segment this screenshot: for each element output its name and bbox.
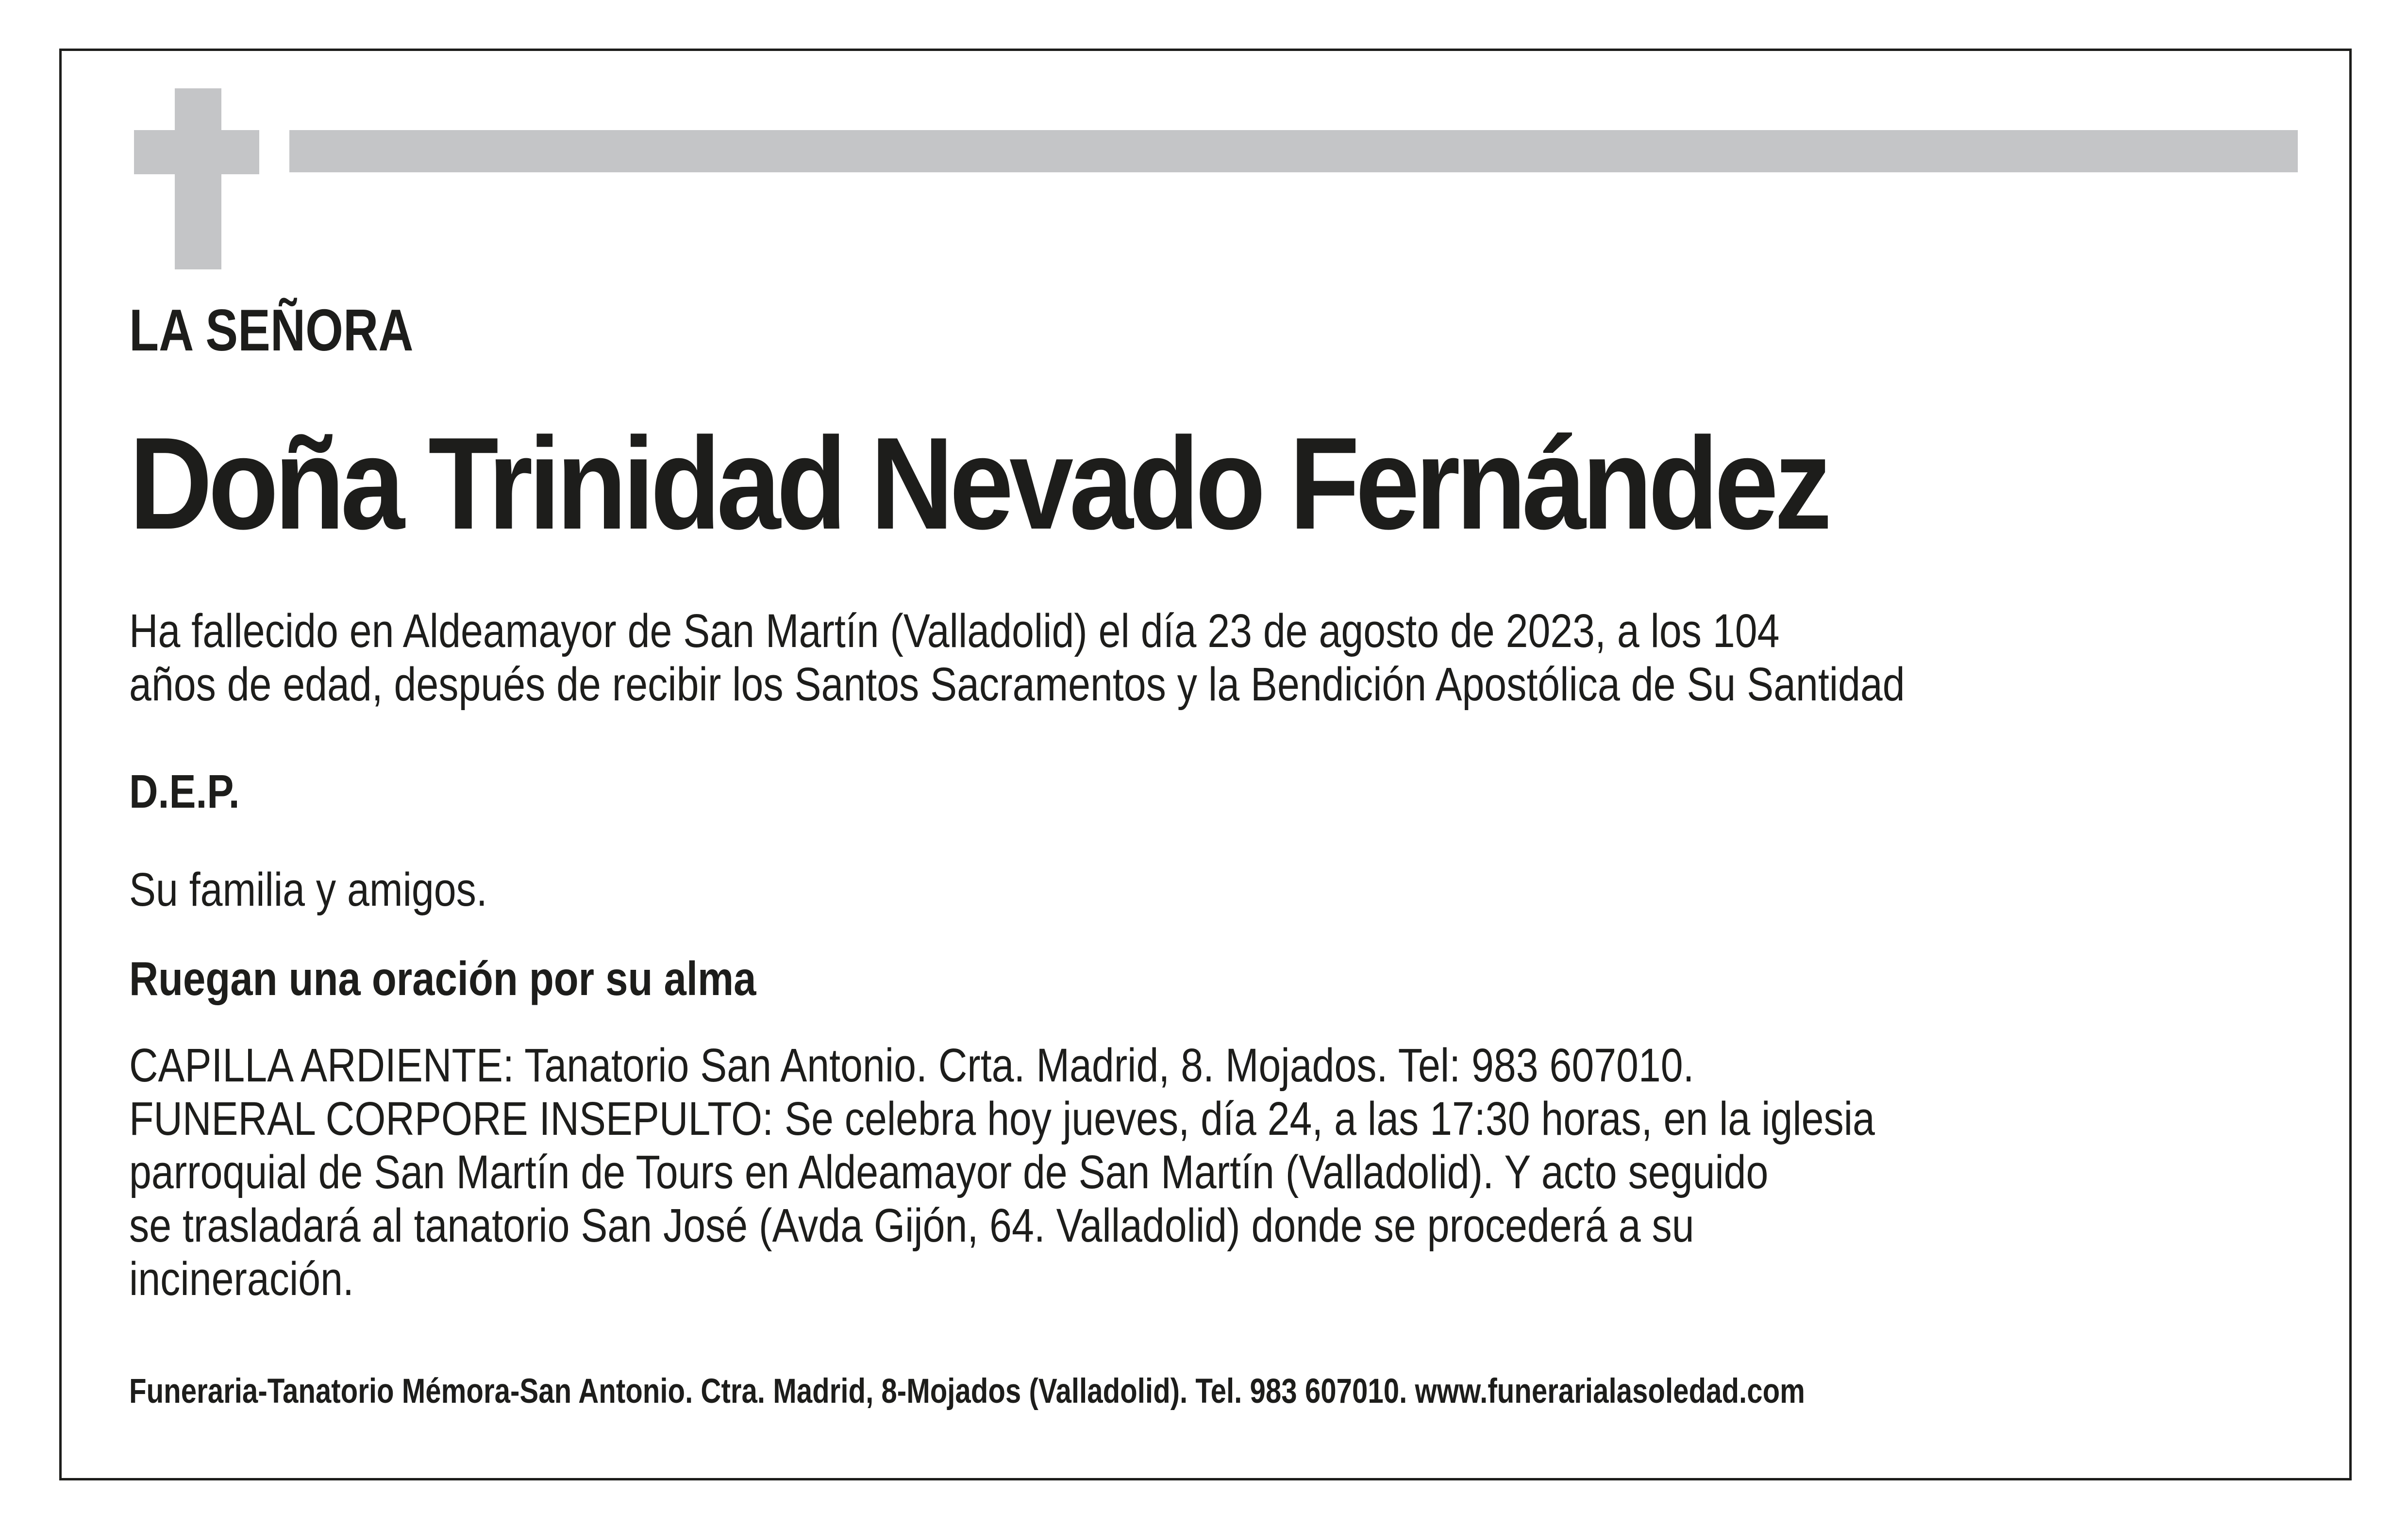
cross-icon	[175, 88, 221, 269]
cross-icon-arm	[134, 130, 259, 174]
service-details	[129, 1039, 1875, 1306]
death-notice-line: años de edad, después de recibir los Santos Sacramentos y la Bendición Apostólica de Su Santidad	[129, 658, 1905, 711]
service-line: incineración.	[129, 1252, 354, 1305]
deceased-name: Doña Trinidad Nevado Fernández	[129, 411, 1828, 557]
family-signature: Su familia y amigos.	[129, 863, 487, 916]
service-line: FUNERAL CORPORE INSEPULTO: Se celebra hoy jueves, día 24, a las 17:30 horas, en la iglesia	[129, 1092, 1875, 1145]
funeral-home-footer: Funeraria-Tanatorio Mémora-San Antonio. Ctra. Madrid, 8-Mojados (Valladolid). Tel. 983 607010. www.funerarialasoledad.com	[129, 1372, 1805, 1411]
death-notice-line: Ha fallecido en Aldeamayor de San Martín (Valladolid) el día 23 de agosto de 2023, a los 104	[129, 604, 1780, 657]
service-line: se trasladará al tanatorio San José (Avda Gijón, 64. Valladolid) donde se procederá a su	[129, 1199, 1694, 1252]
header-rule	[289, 130, 2298, 172]
service-line: parroquial de San Martín de Tours en Aldeamayor de San Martín (Valladolid). Y acto seguido	[129, 1146, 1769, 1198]
rest-in-peace: D.E.P.	[129, 765, 240, 818]
death-notice-text	[129, 604, 1905, 711]
service-line: CAPILLA ARDIENTE: Tanatorio San Antonio. Crta. Madrid, 8. Mojados. Tel: 983 607010.	[129, 1039, 1694, 1092]
prayer-request: Ruegan una oración por su alma	[129, 952, 756, 1005]
honorific-heading: LA SEÑORA	[129, 297, 414, 363]
